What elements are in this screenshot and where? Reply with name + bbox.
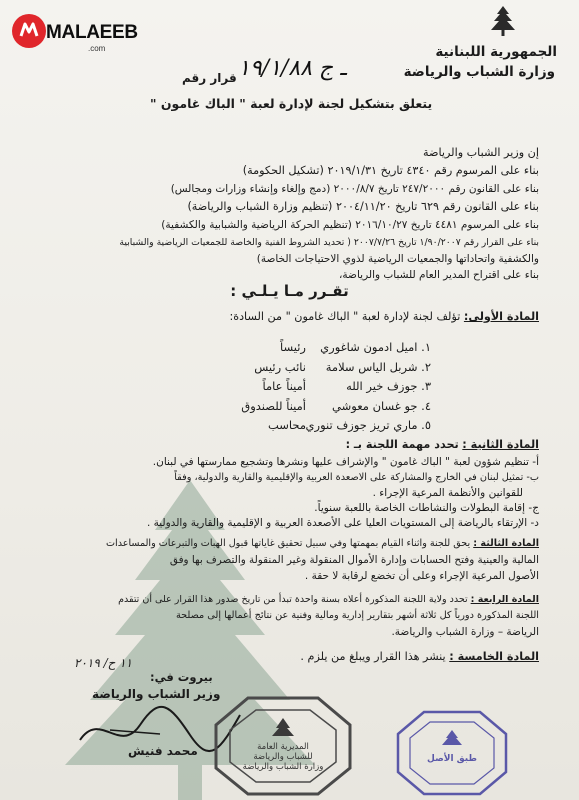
preamble-line: بناء على المرسوم رقم ٤٣٤٠ تاريخ ٢٠١٩/١/٣١ (تشكيل الحكومة) [242,164,539,177]
article4-line: الرياضة – وزارة الشباب والرياضة. [391,626,539,638]
article2-item: ب- تمثيل لبنان في الخارج والمشاركة على الاصعدة العربية والإقليمية والقارية والدولية، وفقاً [174,472,539,483]
logo-subtext: .com [88,44,106,53]
article2-item: أ- تنظيم شؤون لعبة " الباك غامون " والإشراف عليها ونشرها وتشجيع ممارستها في لبنان. [152,456,539,468]
malaeeb-logo[interactable] [8,10,138,60]
article4-line: تحدد ولاية اللجنة المذكورة أعلاه بسنة واحدة تبدأ من تاريخ صدور هذا القرار على أن تتقدم [118,594,468,605]
stamp1-text: المديرية العامة [257,742,309,752]
preamble-line: بناء على القانون رقم ٦٢٩ تاريخ ٢٠٠٤/١١/٢٠ (تنظيم وزارة الشباب والرياضة) [187,200,539,213]
article5-label: المادة الخامسة : [449,650,539,663]
preamble-line: بناء على القرار رقم ١/٩٠/٢٠٠٧ تاريخ ٢٠٠٧/٧/٢٦ ( تحديد الشروط الفنية والخاصة للجمعيات الرياضية والشبابية [119,237,539,248]
article4-label: المادة الرابعة : [470,594,539,605]
member-row: ٤. جو غسان معوشي [332,398,431,413]
member-role: أميناً للصندوق [241,398,306,413]
member-name: جو غسان معوشي [332,398,418,413]
decision-number-handwritten: ۱۹/۱/۸۸ ـ ج [238,56,347,81]
article2-text: تحدد مهمة اللجنة بـ : [345,438,459,451]
signature-place: بيروت في: [150,670,213,684]
article2-label: المادة الثانية : [462,438,539,451]
logo-badge-icon [12,14,46,48]
certified-copy-stamp [392,706,512,800]
member-name: شربل الياس سلامة [325,359,418,374]
member-name: جوزف خير الله [346,379,418,393]
article1-label: المادة الأولى: [463,310,539,323]
preamble-line: بناء على القانون رقم ٢٤٧/٢٠٠٠ تاريخ ٢٠٠٠/٨/٧ (دمج وإلغاء وإنشاء وزارات ومجالس) [170,183,539,195]
member-name: ماري تريز جوزف تنوري [305,418,418,432]
logo-text: MALAEEB [46,22,138,43]
preamble-line: إن وزير الشباب والرياضة [422,146,539,159]
article1-text: تؤلف لجنة لإدارة لعبة " الباك غامون " من السادة: [229,310,461,323]
member-row: ٣. جوزف خير الله [346,379,431,393]
article3-label: المادة الثالثة : [473,538,539,549]
article2-item: ج- إقامة البطولات والنشاطات الخاصة باللعبة سنوياً. [314,502,539,514]
article5-text: ينشر هذا القرار ويبلغ من يلزم . [300,650,446,663]
member-role: نائب رئيس [254,359,306,374]
member-row: ٢. شربل الياس سلامة [325,359,431,374]
article3-line: الأصول المرعية الإجراء وعلى أن تخضع لرقابة لا حقة . [304,570,539,582]
article2-item: د- الإرتقاء بالرياضة إلى المستويات العليا على الأصعدة العربية و الإقليمية والقارية والدولية . [146,517,539,529]
member-role: رئيساً [280,340,306,354]
stamp1-text: وزارة الشباب والرياضة [242,762,324,772]
ministry-stamp [208,690,358,800]
members-roles [196,338,306,436]
member-row: ٥. ماري تريز جوزف تنوري [305,418,431,432]
preamble-line: بناء على المرسوم ٤٤٨١ تاريخ ٢٠١٦/١٠/٢٧ (تنظيم الحركة الرياضية والشبابية والكشفية) [161,219,539,231]
preamble-line: والكشفية واتحاداتها والجمعيات الرياضية لذوي الاحتياجات الخاصة) [256,253,539,265]
handwritten-date: ١١ ح/ ٢٠١٩ [74,656,133,670]
member-name: اميل ادمون شاغوري [320,340,418,354]
republic-title: الجمهورية اللبنانية [435,44,557,60]
stamp-seal-icon [392,706,512,800]
stamp2-text: طبق الأصل [427,754,477,764]
stamp1-text: للشباب والرياضة [253,752,313,762]
article2-item: للقوانين والأنظمة المرعية الإجراء . [372,487,523,499]
ministry-title: وزارة الشباب والرياضة [403,64,555,80]
decides-heading: تقـرر مـا يـلـي : [230,282,349,300]
member-role: محاسب [267,418,306,432]
member-role: أميناً عاماً [262,379,306,393]
cedar-emblem-icon [485,4,521,40]
article3-line: يحق للجنة واثناء القيام بمهمتها وفي سبيل تحقيق غاياتها قبول الهبات والتبرعات والمساعدات [106,538,471,549]
signature-title: وزير الشباب والرياضة [92,687,221,701]
preamble-line: بناء على اقتراح المدير العام للشباب والرياضة، [339,269,539,281]
signatory-name: محمد فنيش [128,744,198,758]
decision-subject: يتعلق بتشكيل لجنة لإدارة لعبة " الباك غامون " [150,96,433,111]
decision-label: قرار رقم [182,71,237,85]
member-row: ١. اميل ادمون شاغوري [320,340,431,354]
article3-line: المالية والعينية وفتح الحسابات وإدارة الأموال المنقولة وغير المنقولة والتصرف بها وفق [169,554,539,566]
article4-line: اللجنة المذكورة دورياً كل ثلاثة أشهر بتقارير إدارية ومالية وفنية عن نتائج أعمالها إلى مصلحة [175,610,539,621]
